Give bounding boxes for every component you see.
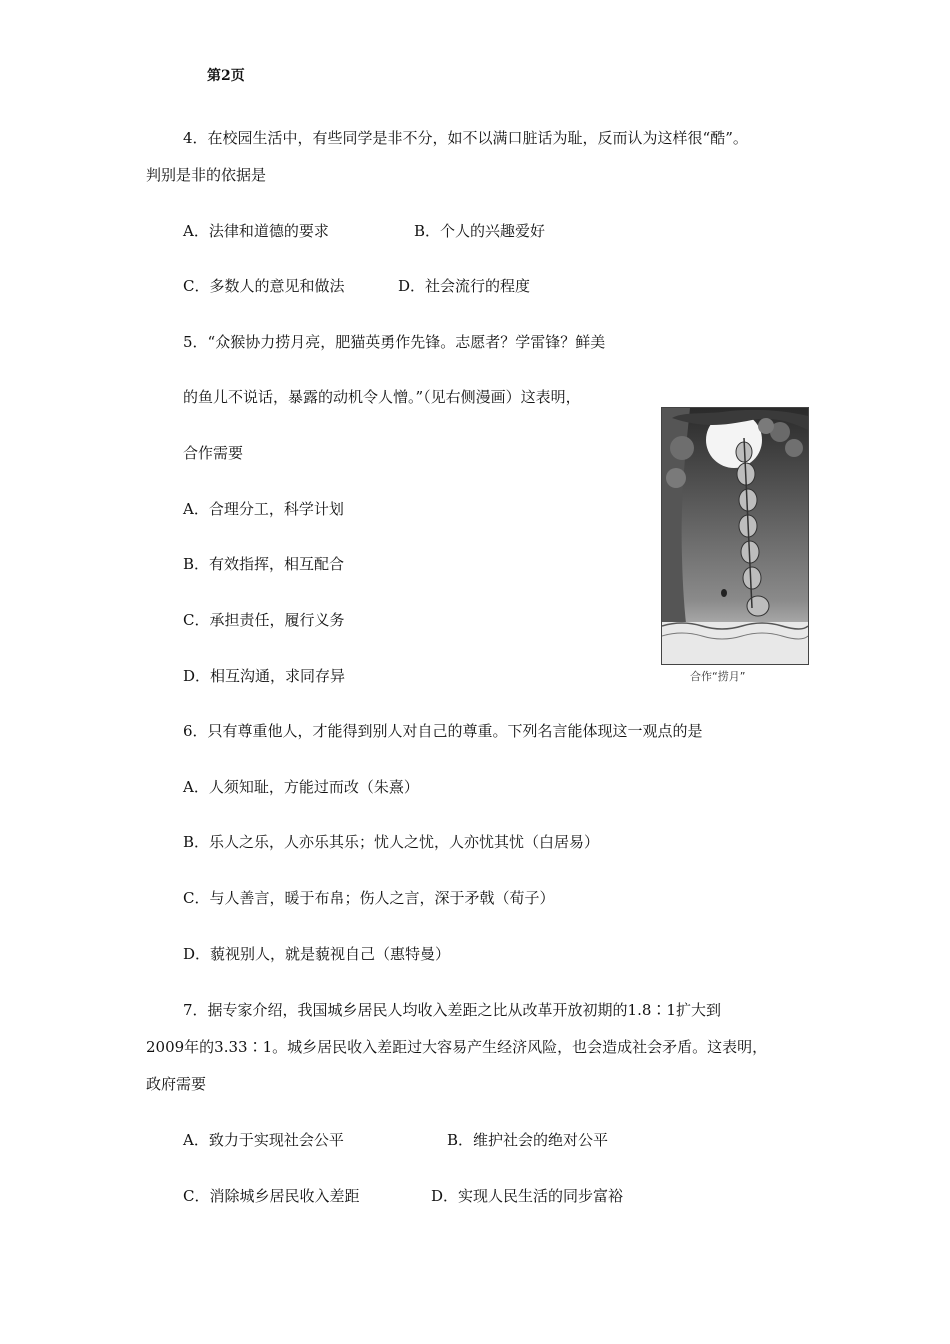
q6-option-d: D．藐视别人，就是藐视自己（惠特曼） — [183, 945, 451, 963]
q7-option-c: C．消除城乡居民收入差距 — [183, 1187, 360, 1205]
q4-option-a: A．法律和道德的要求 — [183, 222, 329, 240]
q4-option-c: C．多数人的意见和做法 — [183, 277, 345, 295]
cartoon-illustration — [662, 408, 808, 664]
q5-stem-line3: 合作需要 — [183, 444, 244, 462]
q6-option-c: C．与人善言，暖于布帛；伤人之言，深于矛戟（荀子） — [183, 889, 555, 907]
q4-stem-line2: 判别是非的依据是 — [146, 166, 267, 184]
cartoon-caption: 合作“捞月” — [690, 670, 746, 683]
q5-stem-line1: 5．“众猴协力捞月亮，肥猫英勇作先锋。志愿者？学雷锋？鲜美 — [183, 333, 606, 351]
q6-stem-line1: 6．只有尊重他人，才能得到别人对自己的尊重。下列名言能体现这一观点的是 — [183, 722, 703, 740]
q7-option-a: A．致力于实现社会公平 — [183, 1131, 344, 1149]
q7-option-b: B．维护社会的绝对公平 — [447, 1131, 609, 1149]
q4-option-b: B．个人的兴趣爱好 — [414, 222, 546, 240]
q7-option-d: D．实现人民生活的同步富裕 — [431, 1187, 624, 1205]
q4-stem-line1: 4．在校园生活中，有些同学是非不分，如不以满口脏话为耻，反而认为这样很“酷”。 — [183, 129, 748, 147]
q6-option-b: B．乐人之乐，人亦乐其乐；忧人之忧，人亦忧其忧（白居易） — [183, 833, 600, 851]
page-number: 第2页 — [207, 68, 245, 84]
q5-option-b: B．有效指挥，相互配合 — [183, 555, 345, 573]
q7-stem-line3: 政府需要 — [146, 1075, 207, 1093]
q6-option-a: A．人须知耻，方能过而改（朱熹） — [183, 778, 419, 796]
q7-stem-line1: 7．据专家介绍，我国城乡居民人均收入差距之比从改革开放初期的1.8∶1扩大到 — [183, 1001, 721, 1019]
monkeys-fishing-moon-cartoon — [661, 407, 809, 665]
q5-option-c: C．承担责任，履行义务 — [183, 611, 345, 629]
q5-option-d: D．相互沟通，求同存异 — [183, 667, 346, 685]
q4-option-d: D．社会流行的程度 — [398, 277, 531, 295]
q5-stem-line2: 的鱼儿不说话，暴露的动机令人憎。”（见右侧漫画）这表明， — [183, 388, 581, 406]
q5-option-a: A．合理分工，科学计划 — [183, 500, 344, 518]
q7-stem-line2: 2009年的3.33∶1。城乡居民收入差距过大容易产生经济风险，也会造成社会矛盾。这表明， — [146, 1038, 768, 1056]
